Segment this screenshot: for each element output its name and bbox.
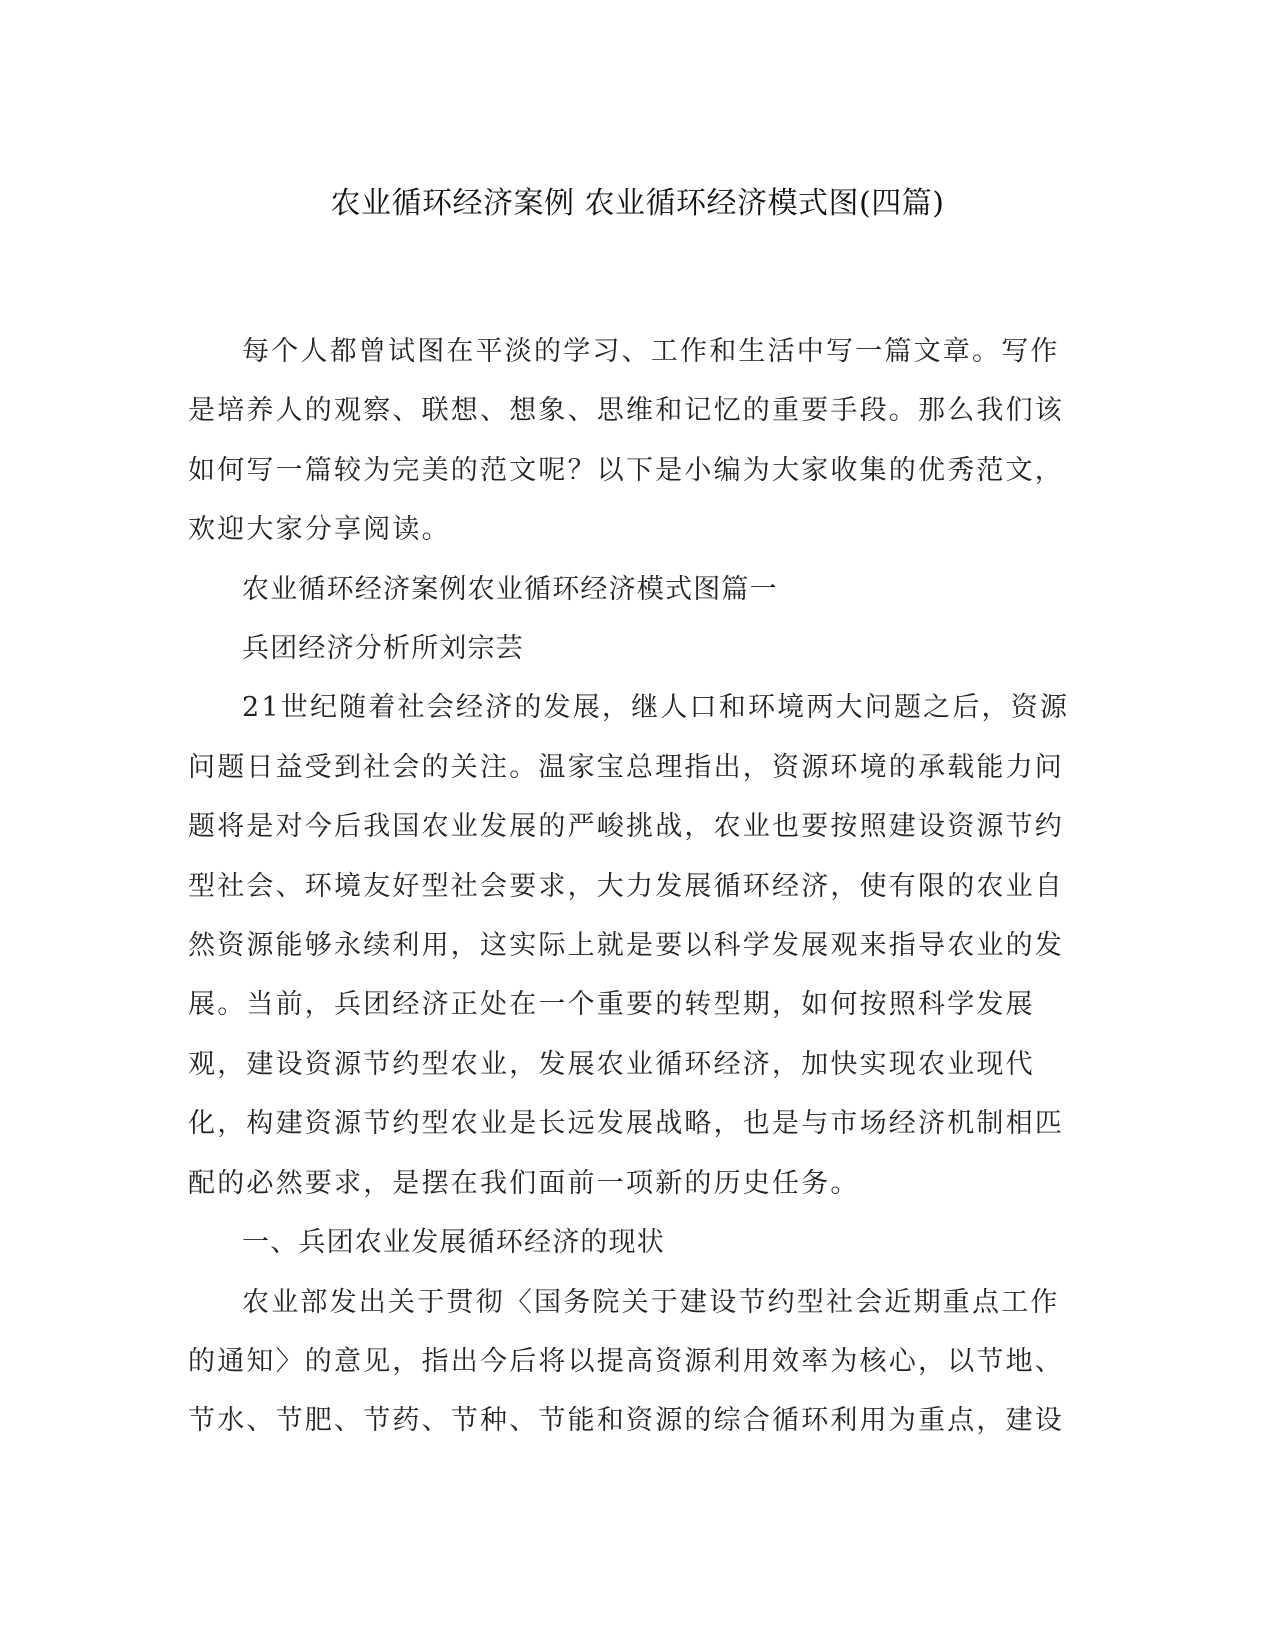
- intro-paragraph: 每个人都曾试图在平淡的学习、工作和生活中写一篇文章。写作是培养人的观察、联想、想象、思维和记忆的重要手段。那么我们该如何写一篇较为完美的范文呢？以下是小编为大家收集的优秀范文，欢迎大家分享阅读。: [188, 336, 1064, 546]
- section-heading-status: 一、兵团农业发展循环经济的现状: [242, 1227, 665, 1259]
- section-heading-part-one: 农业循环经济案例农业循环经济模式图篇一: [242, 573, 778, 605]
- body-paragraph: 农业部发出关于贯彻〈国务院关于建设节约型社会近期重点工作的通知〉的意见，指出今后将以提高资源利用效率为核心，以节地、节水、节肥、节药、节种、节能和资源的综合循环利用为重点，建设: [188, 1286, 1064, 1437]
- body-paragraph: 21世纪随着社会经济的发展，继人口和环境两大问题之后，资源问题日益受到社会的关注。温家宝总理指出，资源环境的承载能力问题将是对今后我国农业发展的严峻挑战，农业也要按照建设资源节约型社会、环境友好型社会要求，大力发展循环经济，使有限的农业自然资源能够永续利用，这实际上就是要以科学发展观来指导农业的发展。当前，兵团经济正处在一个重要的转型期，如何按照科学发展观，建设资源节约型农业，发展农业循环经济，加快实现农业现代化，构建资源节约型农业是长远发展战略，也是与市场经济机制相匹配的必然要求，是摆在我们面前一项新的历史任务。: [188, 692, 1070, 1199]
- document-title: 农业循环经济案例 农业循环经济模式图(四篇): [330, 186, 945, 221]
- document-body: [188, 322, 1088, 1451]
- author-line: 兵团经济分析所刘宗芸: [242, 633, 524, 665]
